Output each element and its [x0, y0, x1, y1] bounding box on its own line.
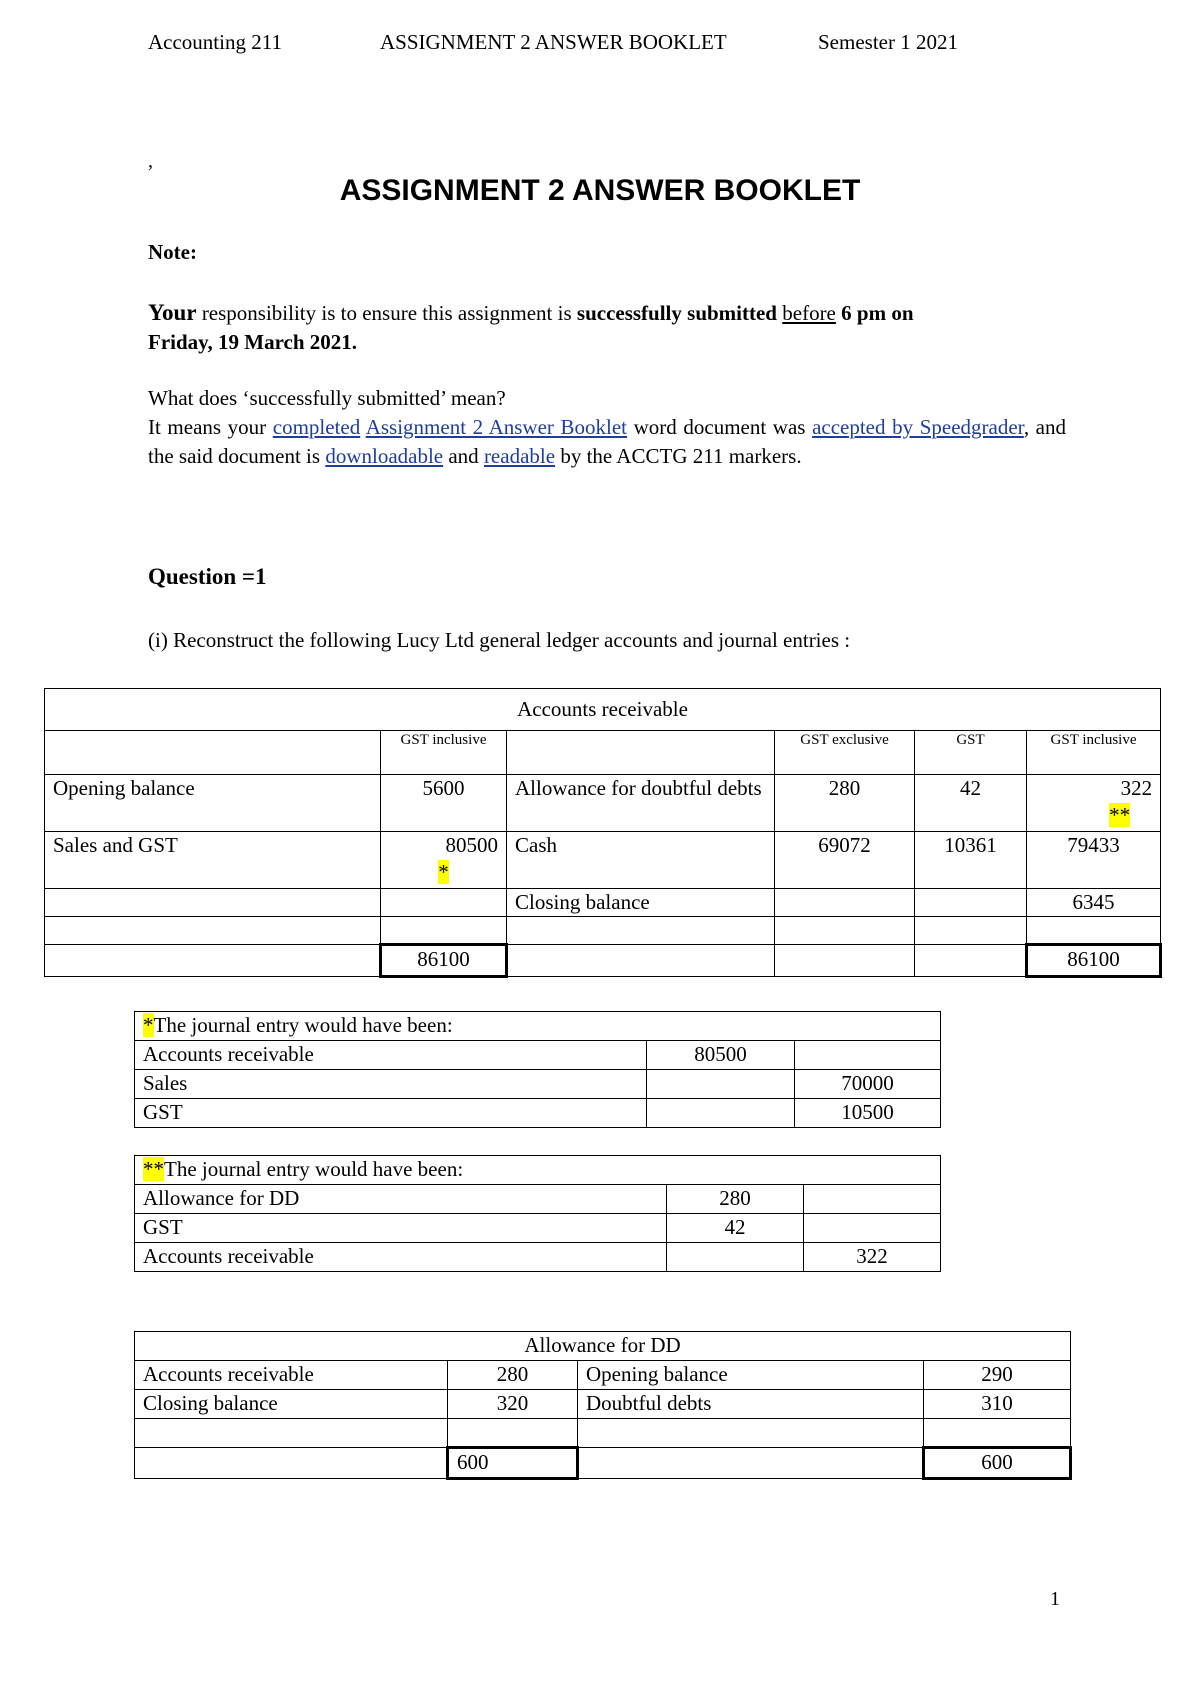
dd-row-label: Closing balance [135, 1390, 448, 1419]
ar-row-gst-inclusive [1027, 775, 1161, 832]
journal-2-credit [804, 1214, 941, 1243]
meaning-text-4: by the ACCTG 211 markers. [555, 444, 802, 468]
ar-row-amount [381, 889, 507, 917]
ar-empty-cell [775, 945, 915, 977]
journal-2-debit: 42 [667, 1214, 804, 1243]
responsibility-text: responsibility is to ensure this assignment is [196, 301, 577, 325]
ar-row-label: Sales and GST [45, 832, 381, 889]
ar-empty-cell [915, 945, 1027, 977]
ar-header-blank-2 [507, 731, 775, 775]
dd-row-label: Doubtful debts [578, 1390, 924, 1419]
allowance-dd-table [134, 1331, 1072, 1480]
ar-empty-cell [1027, 917, 1161, 945]
deadline-date: Friday, 19 March 2021. [148, 330, 358, 354]
ar-row-gst-inclusive: 79433 [1027, 832, 1161, 889]
ar-header-gst-inclusive-2: GST inclusive [1027, 731, 1161, 775]
ar-allowance-amount: 322 [1120, 776, 1153, 800]
journal-2-credit: 322 [804, 1243, 941, 1272]
header-title: ASSIGNMENT 2 ANSWER BOOKLET [380, 30, 727, 54]
stray-comma: , [148, 150, 153, 172]
question-heading: Question =1 [148, 564, 267, 589]
journal-2-heading [135, 1156, 941, 1185]
meaning-text-2: word document was [627, 415, 813, 439]
readable-link[interactable]: readable [483, 444, 556, 468]
ar-row-label: Closing balance [507, 889, 775, 917]
ar-total-left: 86100 [381, 945, 507, 977]
journal-1-marker: * [143, 1013, 154, 1037]
meaning-text-3: , and the said document is [148, 415, 1067, 468]
ar-row-gst-exclusive [775, 889, 915, 917]
journal-1-account: Sales [135, 1070, 647, 1099]
header-semester: Semester 1 2021 [818, 30, 958, 54]
ar-row-gst-inclusive: 6345 [1027, 889, 1161, 917]
ar-row-amount [381, 832, 507, 889]
your-text: Your [148, 300, 197, 325]
ar-empty-cell [45, 917, 381, 945]
journal-1-debit: 80500 [647, 1041, 795, 1070]
double-asterisk-marker: ** [1109, 803, 1131, 827]
journal-2-debit [667, 1243, 804, 1272]
journal-1-credit: 70000 [795, 1070, 941, 1099]
journal-1-debit [647, 1099, 795, 1128]
question-instruction: (i) Reconstruct the following Lucy Ltd general ledger accounts and journal entries : [148, 628, 851, 652]
ar-empty-cell [915, 917, 1027, 945]
ar-row-label: Opening balance [45, 775, 381, 832]
ar-empty-cell [45, 945, 381, 977]
ar-table-title: Accounts receivable [45, 689, 1161, 731]
dd-table-title: Allowance for DD [135, 1332, 1071, 1361]
ar-sales-amount: 80500 [445, 833, 498, 857]
ar-empty-cell [507, 945, 775, 977]
successfully-submitted-text: successfully submitted [576, 301, 777, 325]
journal-2-account: Accounts receivable [135, 1243, 667, 1272]
journal-entry-1-table [134, 1011, 941, 1128]
ar-row-gst-exclusive: 69072 [775, 832, 915, 889]
dd-total-left: 600 [448, 1448, 578, 1479]
journal-2-account: GST [135, 1214, 667, 1243]
downloadable-link[interactable]: downloadable [325, 444, 444, 468]
dd-row-amount: 290 [924, 1361, 1071, 1390]
ar-empty-cell [775, 917, 915, 945]
before-text: before [782, 301, 836, 325]
journal-1-account: GST [135, 1099, 647, 1128]
ar-row-gst-exclusive: 280 [775, 775, 915, 832]
dd-empty-cell [135, 1419, 448, 1448]
dd-empty-cell [578, 1448, 924, 1479]
page-number: 1 [1050, 1588, 1060, 1610]
journal-2-marker: ** [143, 1157, 164, 1181]
journal-1-account: Accounts receivable [135, 1041, 647, 1070]
ar-row-gst [915, 889, 1027, 917]
journal-2-account: Allowance for DD [135, 1185, 667, 1214]
ar-header-gst-exclusive: GST exclusive [775, 731, 915, 775]
dd-row-amount: 320 [448, 1390, 578, 1419]
ar-total-right: 86100 [1027, 945, 1161, 977]
accepted-link[interactable]: accepted by Speedgrader [812, 415, 1024, 439]
dd-total-right: 600 [924, 1448, 1071, 1479]
journal-2-credit [804, 1185, 941, 1214]
dd-row-label: Accounts receivable [135, 1361, 448, 1390]
ar-row-gst: 42 [915, 775, 1027, 832]
ar-header-blank [45, 731, 381, 775]
ar-header-gst: GST [915, 731, 1027, 775]
booklet-link[interactable]: Assignment 2 Answer Booklet [365, 415, 628, 439]
dd-row-amount: 310 [924, 1390, 1071, 1419]
journal-1-credit: 10500 [795, 1099, 941, 1128]
journal-2-heading-text: The journal entry would have been: [164, 1157, 464, 1181]
meaning-paragraph [148, 413, 1066, 471]
journal-1-heading-text: The journal entry would have been: [153, 1013, 453, 1037]
dd-row-amount: 280 [448, 1361, 578, 1390]
ar-row-label [45, 889, 381, 917]
dd-empty-cell [924, 1419, 1071, 1448]
completed-link[interactable]: completed [272, 415, 361, 439]
journal-2-debit: 280 [667, 1185, 804, 1214]
journal-entry-2-table [134, 1155, 941, 1272]
dd-empty-cell [448, 1419, 578, 1448]
ar-row-amount: 5600 [381, 775, 507, 832]
dd-empty-cell [578, 1419, 924, 1448]
accounts-receivable-table [44, 688, 1162, 978]
ar-row-gst: 10361 [915, 832, 1027, 889]
responsibility-paragraph [148, 298, 1066, 357]
ar-empty-cell [507, 917, 775, 945]
header-course: Accounting 211 [148, 30, 282, 54]
ar-row-label: Cash [507, 832, 775, 889]
ar-header-gst-inclusive: GST inclusive [381, 731, 507, 775]
page-title: ASSIGNMENT 2 ANSWER BOOKLET [339, 174, 861, 207]
dd-row-label: Opening balance [578, 1361, 924, 1390]
deadline-time: 6 pm on [835, 301, 914, 325]
ar-row-label: Allowance for doubtful debts [507, 775, 775, 832]
journal-1-credit [795, 1041, 941, 1070]
journal-1-debit [647, 1070, 795, 1099]
meaning-text-1: It means your [148, 415, 273, 439]
meaning-question: What does ‘successfully submitted’ mean? [148, 386, 506, 410]
note-label: Note: [148, 240, 197, 264]
asterisk-marker: * [438, 860, 449, 884]
dd-empty-cell [135, 1448, 448, 1479]
journal-1-heading [135, 1012, 941, 1041]
meaning-text-and: and [443, 444, 484, 468]
ar-empty-cell [381, 917, 507, 945]
